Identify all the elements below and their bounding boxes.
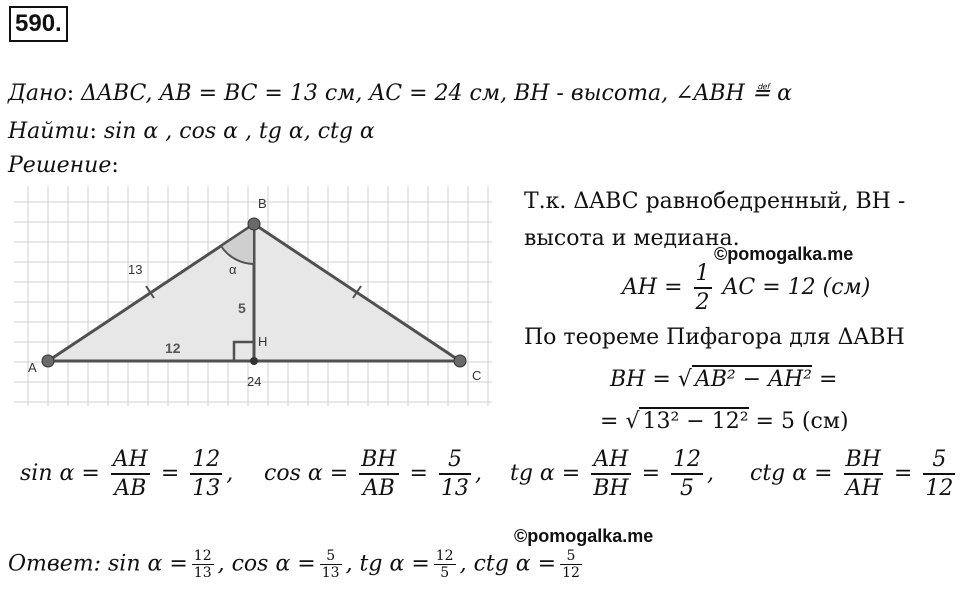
tg-d2: 5 [680, 476, 694, 501]
answer-cos-n: 5 [320, 548, 342, 565]
solution-line: Решение: [8, 153, 119, 178]
cos-d2: 13 [440, 476, 469, 501]
tg-n1: AH [591, 446, 630, 475]
ah-eq-prefix: AH = [622, 275, 683, 300]
point-a [42, 355, 54, 367]
num-suffix: = 5 (см) [755, 409, 849, 434]
half-fraction [694, 260, 712, 316]
cos-n1: BH [359, 446, 398, 475]
answer-sin-n: 12 [193, 548, 212, 564]
solution-label: Решение [8, 153, 112, 178]
find-label: Найти [8, 119, 90, 144]
sin-d2: 13 [192, 476, 221, 501]
watermark-bottom: ©pomogalka.me [514, 526, 654, 546]
answer-tg-n: 12 [435, 548, 454, 564]
label-ah: 12 [165, 340, 181, 356]
bh-equation: BH = √ AB² − AH² = [610, 367, 838, 392]
given-label: Дано [8, 81, 67, 106]
ctg-ratio [750, 446, 959, 502]
sin-ratio [20, 446, 233, 502]
ah-eq-suffix: AC = 12 (см) [722, 275, 871, 300]
cos-eq: = [409, 461, 428, 486]
answer-ctg-d: 12 [562, 565, 580, 581]
ctg-d2: 12 [925, 476, 954, 501]
ctg-n2: 5 [923, 446, 955, 475]
label-b: B [258, 196, 267, 211]
answer-sin-lhs: sin α = [108, 551, 188, 577]
bh-prefix: BH = [610, 367, 671, 392]
tg-ratio [510, 446, 714, 502]
answer-cos-d: 13 [321, 565, 340, 581]
answer-label: Ответ: [8, 551, 101, 577]
ctg-n1: BH [844, 446, 883, 475]
bh-suffix: = [819, 367, 838, 392]
label-c: C [472, 368, 482, 383]
label-h: H [258, 334, 268, 349]
answer-ctg-n: 5 [560, 548, 582, 565]
point-h [250, 357, 258, 365]
half-num: 1 [694, 260, 712, 289]
answer-line [8, 548, 586, 581]
cos-ratio [264, 446, 482, 502]
tg-n2: 12 [671, 446, 703, 475]
triangle-figure [14, 186, 492, 406]
sin-eq: = [160, 461, 180, 486]
sin-n2: 12 [190, 446, 222, 475]
eq2-prefix: = [600, 409, 619, 434]
watermark-top: ©pomogalka.me [714, 244, 854, 264]
problem-number: 590. [9, 6, 68, 42]
given-text: ΔABC, AB = BC = 13 см, AC = 24 см, BH - высота, ∠ABH ≝ α [81, 81, 793, 106]
cos-sep: , [474, 461, 482, 486]
ctg-d1: AH [845, 476, 881, 501]
half-den: 2 [695, 290, 710, 315]
ctg-lhs: ctg α = [750, 461, 833, 486]
reason-line-2: высота и медиана. [524, 226, 740, 251]
answer-sin-d: 13 [193, 565, 212, 581]
answer-cos-lhs: , cos α = [217, 551, 316, 577]
sin-d1: AB [114, 476, 147, 501]
point-b [248, 218, 260, 230]
tg-sep: , [707, 461, 714, 486]
find-text: sin α , cos α , tg α, ctg α [103, 119, 375, 144]
sin-n1: AH [111, 446, 150, 475]
tg-lhs: tg α = [510, 461, 581, 486]
tg-eq: = [641, 461, 660, 486]
label-alpha: α [229, 262, 237, 277]
bh-root: AB² − AH² [692, 365, 812, 392]
cos-d1: AB [362, 476, 395, 501]
label-ab: 13 [128, 262, 143, 277]
find-line: Найти: sin α , cos α , tg α, ctg α [8, 119, 375, 144]
pythagoras-line: По теореме Пифагора для ΔABH [524, 325, 905, 350]
label-ac: 24 [247, 374, 262, 389]
ctg-eq: = [893, 461, 913, 486]
answer-tg-lhs: , tg α = [345, 551, 430, 577]
point-c [454, 355, 466, 367]
answer-tg-d: 5 [440, 565, 450, 581]
sin-sep: , [226, 461, 234, 486]
sin-lhs: sin α = [20, 461, 100, 486]
numeric-equation: = √ 13² − 12² = 5 (см) [600, 409, 849, 434]
label-a: A [28, 360, 37, 375]
tg-d1: BH [593, 476, 629, 501]
label-bh: 5 [238, 300, 246, 316]
cos-n2: 5 [439, 446, 471, 475]
ah-equation [622, 260, 870, 316]
answer-ctg-lhs: , ctg α = [459, 551, 557, 577]
reason-line-1: Т.к. ΔABC равнобедренный, BH - [524, 189, 906, 214]
given-line: Дано: ΔABC, AB = BC = 13 см, AC = 24 см, BH - высота, ∠ABH ≝ α [8, 81, 793, 106]
num-root: 13² − 12² [639, 407, 748, 434]
cos-lhs: cos α = [264, 461, 349, 486]
